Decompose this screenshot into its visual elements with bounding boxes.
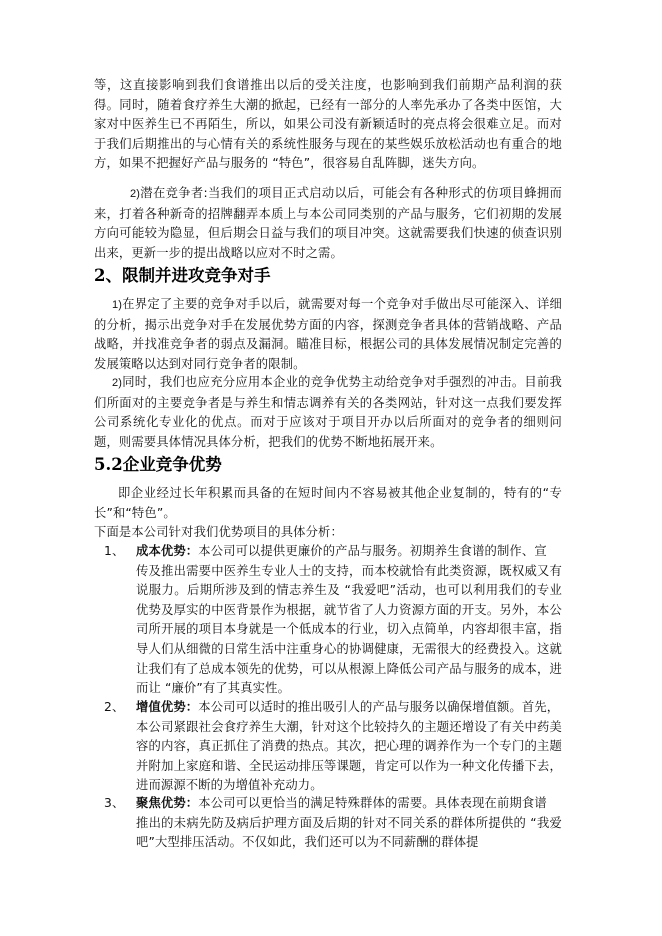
section-heading-restrict-competitors: 2、限制并进攻竞争对手 xyxy=(94,266,271,285)
restrict-paragraph-1 xyxy=(94,295,562,374)
item-body: 本公司紧跟社会食疗养生大潮，针对这个比较持久的主题还增设了有关中药美容的内容，真正抓住了消费的热点。其次，把心理的调养作为一个专门的主题并附加上家庭和谐、全民运动排压等课题，肯定可以作为一种文化传播下去，进而源源不断的为增值补充动力。 xyxy=(136,719,562,793)
advantage-intro-paragraph: 即企业经过长年积累而具备的在短时间内不容易被其他企业复制的，特有的“专长”和“特色”。 xyxy=(94,486,562,520)
advantage-item-cost xyxy=(104,542,562,699)
item-body: 推出的未病先防及病后护理方面及后期的针对不同关系的群体所提供的 “我爱吧”大型排压活动。不仅如此，我们还可以为不同薪酬的群体提 xyxy=(136,815,562,850)
item-marker: 2、 xyxy=(104,700,125,714)
item-body: 传及推出需要中医养生专业人士的支持，而本校就恰有此类资源，既权威又有说服力。后期所涉及到的情志养生及 “我爱吧”活动，也可以利用我们的专业优势及厚实的中医背景作为根据，就节省了人力资源方面的开支。另外，本公司所开展的项目本身就是一个低成本的行业，切入点简单，内容却很丰富，指导人们从细微的日常生活中注重身心的协调健康，无需很大的经费投入。这就让我们有了总成本领先的优势，可以从根源上降低公司产品与服务的成本，进而让 “廉价”有了其真实性。 xyxy=(136,563,562,696)
item-marker: 3、 xyxy=(104,796,125,810)
item-marker: 1、 xyxy=(104,544,125,558)
advantage-lead-line: 下面是本公司针对我们优势项目的具体分析： xyxy=(94,525,343,539)
paragraph-text: 潜在竞争者:当我们的项目正式启动以后，可能会有各种形式的仿项目蜂拥而来，打着各种新奇的招牌翻弄本质上与本公司同类别的产品与服务，它们初期的发展方向可能较为隐显，但后期会日益与我们的项目冲突。这就需要我们快速的侦查识别出来，更新一步的提出战略以应对不时之需。 xyxy=(94,186,562,260)
restrict-paragraph-2 xyxy=(94,373,562,452)
item-label: 成本优势： xyxy=(136,544,199,558)
continuation-paragraph: 等，这直接影响到我们食谱推出以后的受关注度，也影响到我们前期产品利润的获得。同时，随着食疗养生大潮的掀起，已经有一部分的人率先承办了各类中医馆，大家对中医养生已不再陌生，所以，如果公司没有新颖适时的亮点将会很难立足。而对于我们后期推出的与心情有关的系统性服务与现在的某些娱乐放松活动也有重合的地方，如果不把握好产品与服务的 “特色”，很容易自乱阵脚，迷失方向。 xyxy=(94,78,562,171)
item-first-line: 本公司可以提供更廉价的产品与服务。初期养生食谱的制作、宣 xyxy=(198,544,547,558)
item-label: 增值优势： xyxy=(136,700,199,714)
item-first-line: 本公司可以适时的推出吸引人的产品与服务以确保增值额。首先， xyxy=(198,700,560,714)
item-label: 聚焦优势： xyxy=(136,796,199,810)
section-heading-competitive-advantage: 5.2企业竞争优势 xyxy=(94,455,222,474)
item-first-line: 本公司可以更恰当的满足特殊群体的需要。具体表现在前期食谱 xyxy=(198,796,547,810)
paragraph-text: 在界定了主要的竞争对手以后，就需要对每一个竞争对手做出尽可能深入、详细的分析，揭示出竞争对手在发展优势方面的内容，探测竞争者具体的营销战略、产品战略，并找准竞争者的弱点及漏洞。瞄准目标，根据公司的具体发展情况制定完善的发展策略以达到对同行竞争者的限制。 xyxy=(94,297,562,371)
list-number: 2) xyxy=(130,188,141,200)
list-number: 1) xyxy=(112,299,123,311)
advantage-item-value-added xyxy=(104,698,562,796)
paragraph-text: 同时，我们也应充分应用本企业的竞争优势主动给竞争对手强烈的冲击。目前我们所面对的主要竞争者是与养生和情志调养有关的各类网站，针对这一点我们要发挥公司系统化专业化的优点。而对于应该对于项目开办以后所面对的竞争者的细则问题，则需要具体情况具体分析，把我们的优势不断地拓展开来。 xyxy=(94,375,562,449)
list-number: 2) xyxy=(112,377,123,389)
potential-competitor-paragraph xyxy=(94,184,562,263)
advantage-item-focus xyxy=(104,794,562,853)
